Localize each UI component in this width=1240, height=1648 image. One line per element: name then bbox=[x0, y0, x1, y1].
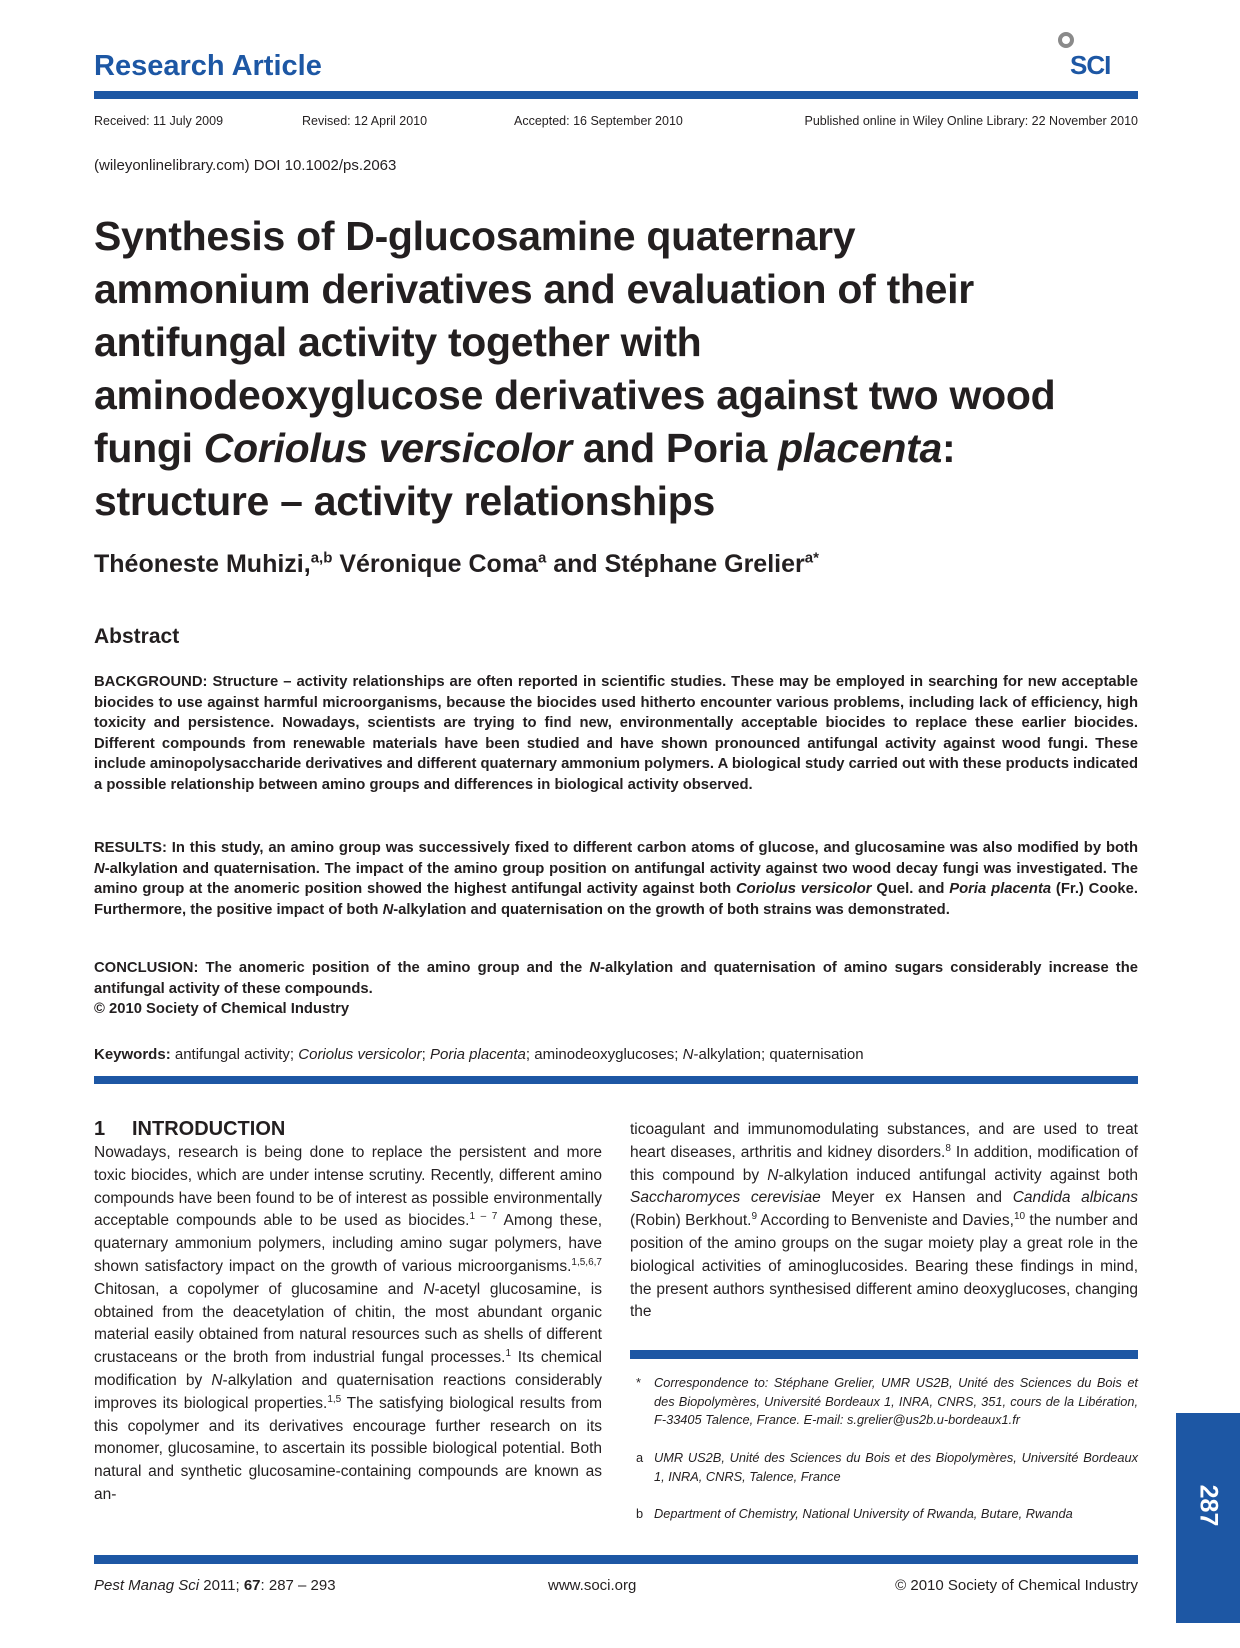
received-date: Received: 11 July 2009 bbox=[94, 114, 224, 128]
footnote-marker: a bbox=[636, 1450, 644, 1465]
abstract-conclusion: CONCLUSION: The anomeric position of the amino group and the N-alkylation and quaternisation of amino sugars considerably increase the antifungal activity of these compounds. © 2010 Society of Chemical Industry bbox=[94, 960, 1138, 1017]
title-line: aminodeoxyglucose derivatives against two wood bbox=[94, 372, 1056, 418]
section-number: 1 bbox=[94, 1118, 106, 1140]
intro-paragraph: Nowadays, research is being done to replace the persistent and more toxic biocides, which are under intense scrutiny. Recently, different amino compounds have been found to be of interest as possible environmentally acceptable compounds able to be used as biocides.$^{1 - 7}$ Among these, quaternary ammonium polymers, including amino sugar polymers, have shown satisfactory impact on the growth of various microorganisms.$^{1,5,6,7}$ Chitosan, a copolymer of glucosamine and N-acetyl glucosamine, is obtained from the deacetylation of chitin, the most abundant organic material easily obtained from natural resources such as shells of different crustaceans or the broth from industrial fungal processes.$^1$ Its chemical modification by N-alkylation and quaternisation reactions considerably improves its biological properties.$^{1,5}$ The satisfying biological results from this copolymer and its derivatives encourage further research on its monomer, glucosamine, to ascertain its possible biological potential. Both natural and synthetic glucosamine-containing compounds are known as an- bbox=[94, 1144, 602, 1503]
logo-ring-icon bbox=[1058, 32, 1074, 48]
volume: 67 bbox=[243, 1577, 261, 1594]
citation: 8 bbox=[945, 1142, 951, 1154]
footnote-text: UMR US2B, Unité des Sciences du Bois et des Biopolymères, Université Bordeaux 1, INRA, CNRS, Talence, France bbox=[654, 1450, 1138, 1484]
footnote-rule bbox=[630, 1350, 1138, 1359]
title-species: placenta bbox=[778, 425, 943, 471]
logo-text: SCI bbox=[1070, 50, 1111, 80]
title-line: Synthesis of D-glucosamine quaternary bbox=[94, 213, 856, 259]
abstract-heading: Abstract bbox=[94, 625, 180, 648]
author-affiliation: a* bbox=[804, 549, 819, 567]
footnote-affiliation-b bbox=[630, 1505, 1138, 1524]
footer-copyright: © 2010 Society of Chemical Industry bbox=[895, 1577, 1138, 1594]
citation: 1 – 7 bbox=[469, 1211, 498, 1223]
footnote-marker: * bbox=[636, 1375, 641, 1390]
footnote-marker: b bbox=[636, 1506, 644, 1521]
footnote-correspondence bbox=[630, 1374, 1138, 1430]
title-text: fungi bbox=[94, 425, 204, 471]
sci-logo bbox=[1058, 30, 1138, 82]
doi: (wileyonlinelibrary.com) DOI 10.1002/ps.2063 bbox=[94, 157, 397, 174]
page-number-tab bbox=[1176, 1413, 1240, 1623]
author-affiliation: a,b bbox=[310, 549, 333, 567]
title-line: ammonium derivatives and evaluation of their bbox=[94, 266, 974, 312]
section-title: INTRODUCTION bbox=[132, 1118, 286, 1140]
intro-right-column bbox=[630, 1119, 1138, 1324]
abstract-results: RESULTS: In this study, an amino group was successively fixed to different carbon atoms of glucose, and glucosamine was also modified by both N-alkylation and quaternisation. The impact of the amino group position on antifungal activity against two wood decay fungi was investigated. The amino group at the anomeric position showed the highest antifungal activity against both Coriolus versicolor Quel. and Poria placenta (Fr.) Cooke. Furthermore, the positive impact of both N-alkylation and quaternisation on the growth of both strains was demonstrated. bbox=[94, 840, 1138, 918]
section-heading bbox=[94, 1118, 285, 1141]
header-rule bbox=[94, 91, 1138, 99]
accepted-date: Accepted: 16 September 2010 bbox=[514, 114, 683, 128]
title-line: structure – activity relationships bbox=[94, 478, 715, 524]
abstract-rule bbox=[94, 1076, 1138, 1084]
author-name: Théoneste Muhizi, bbox=[94, 550, 311, 578]
author-affiliation: a bbox=[537, 549, 547, 567]
footnote-affiliation-a bbox=[630, 1449, 1138, 1486]
intro-left-column bbox=[94, 1142, 602, 1507]
footer-citation: Pest Manag Sci 2011; 67: 287 – 293 bbox=[94, 1577, 336, 1594]
intro-paragraph: ticoagulant and immunomodulating substances, and are used to treat heart diseases, arthritis and kidney disorders.$^8$ In addition, modification of this compound by N-alkylation induced antifungal activity against both Saccharomyces cerevisiae Meyer ex Hansen and Candida albicans (Robin) Berkhout.$^9$ According to Benveniste and Davies,$^{10}$ the number and position of the amino groups on the sugar moiety play a great role in the biological activities of aminoglucosides. Bearing these findings in mind, the present authors synthesised different amino deoxyglucoses, changing the bbox=[630, 1121, 1139, 1321]
author-name: Véronique Coma bbox=[332, 550, 538, 578]
title-text: and Poria bbox=[571, 425, 779, 471]
section-label: Research Article bbox=[94, 50, 322, 82]
citation: 10 bbox=[1013, 1211, 1026, 1223]
revised-date: Revised: 12 April 2010 bbox=[302, 114, 428, 128]
title-species: Coriolus versicolor bbox=[203, 425, 572, 471]
page-number: 287 bbox=[1194, 1484, 1223, 1527]
footer-website: www.soci.org bbox=[548, 1577, 637, 1594]
citation: 1,5,6,7 bbox=[571, 1256, 602, 1268]
article-title bbox=[94, 210, 1154, 528]
keywords-label: Keywords: bbox=[94, 1046, 171, 1063]
title-text: : bbox=[942, 425, 956, 471]
citation: 1 bbox=[505, 1348, 512, 1360]
title-line: antifungal activity together with bbox=[94, 319, 702, 365]
footnote-text: Correspondence to: Stéphane Grelier, UMR US2B, Unité des Sciences du Bois et des Biopolymères, Université Bordeaux 1, INRA, CNRS, 351, cours de la Libération, F-33405 Talence, France. E-mail: s.grelier@us2b.u-bordeaux1.fr bbox=[654, 1375, 1138, 1428]
keywords: Keywords: antifungal activity; Coriolus versicolor; Poria placenta; aminodeoxyglucoses; N-alkylation; quaternisation bbox=[94, 1046, 864, 1063]
title-line bbox=[94, 422, 1154, 475]
author-list bbox=[94, 550, 819, 579]
author-name: and Stéphane Grelier bbox=[546, 550, 805, 578]
journal-name: Pest Manag Sci bbox=[94, 1577, 200, 1594]
abstract-copyright: © 2010 Society of Chemical Industry bbox=[94, 1001, 350, 1017]
published-date: Published online in Wiley Online Library: 22 November 2010 bbox=[804, 114, 1138, 128]
citation: 9 bbox=[751, 1211, 758, 1223]
footnote-text: Department of Chemistry, National University of Rwanda, Butare, Rwanda bbox=[654, 1506, 1073, 1521]
citation: 1,5 bbox=[327, 1393, 342, 1405]
abstract-background: BACKGROUND: Structure – activity relationships are often reported in scientific studies. These may be employed in searching for new acceptable biocides to use against harmful microorganisms, because the biocides used hitherto encounter various problems, including lack of efficiency, high toxicity and persistence. Nowadays, scientists are trying to find new, environmentally acceptable biocides to replace these earlier biocides. Different compounds from renewable materials have been studied and have shown pronounced antifungal activity against wood fungi. These include aminopolysaccharide derivatives and different quaternary ammonium polymers. A biological study carried out with these products indicated a possible relationship between amino groups and differences in biological activity observed. bbox=[94, 674, 1138, 793]
footer-rule bbox=[94, 1555, 1138, 1564]
